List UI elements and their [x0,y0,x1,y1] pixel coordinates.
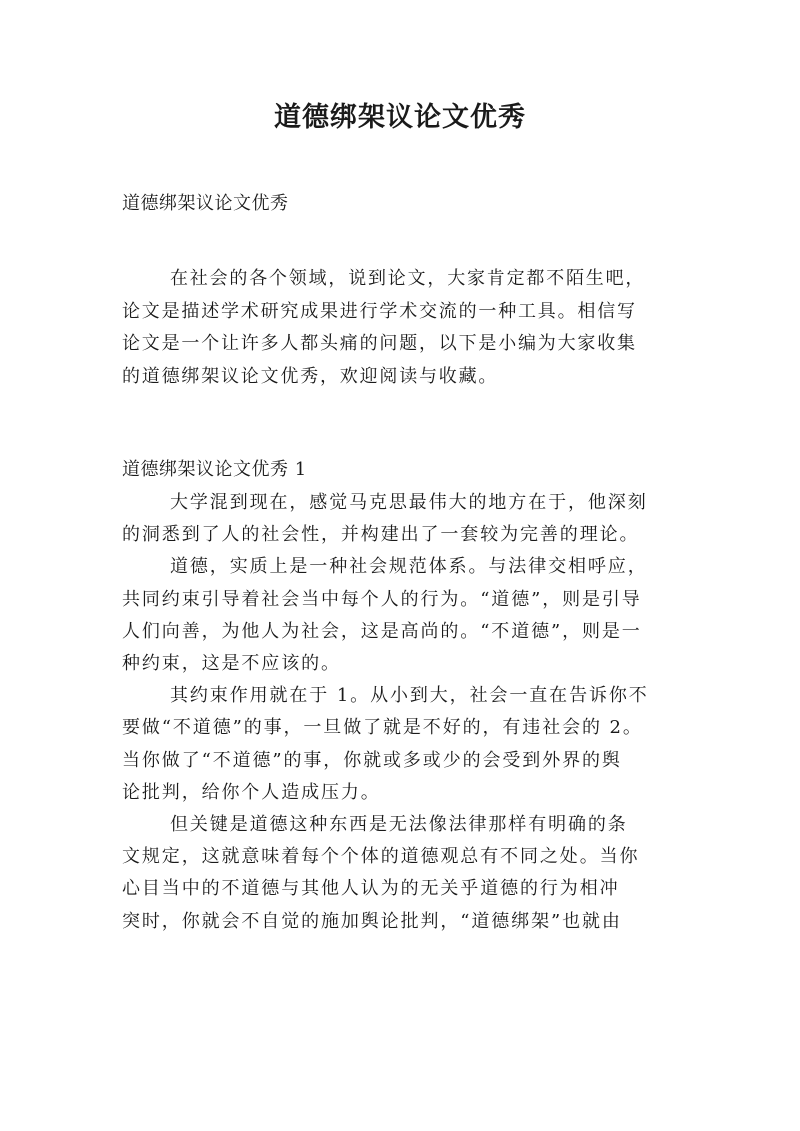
body-paragraph-4 [122,809,688,938]
body-line: 其约束作用就在于 1。从小到大，社会一直在告诉你不 [170,685,649,707]
body-line: 当你做了“不道德”的事，你就或多或少的会受到外界的舆 [122,749,622,771]
body-line: 大学混到现在，感觉马克思最伟大的地方在于，他深刻 [170,492,648,513]
intro-line: 论文是一个让许多人都头痛的问题，以下是小编为大家收集 [122,333,637,354]
body-line: 的洞悉到了人的社会性，并构建出了一套较为完善的理论。 [122,524,640,546]
body-line: 突时，你就会不自觉的施加舆论批判，“道德绑架”也就由 [122,910,622,932]
body-line: 道德，实质上是一种社会规范体系。与法律交相呼应， [170,556,648,578]
body-line: 共同约束引导着社会当中每个人的行为。“道德”，则是引导 [122,588,642,610]
body-paragraph-3 [122,680,688,809]
intro-paragraph [122,263,688,393]
body-line: 文规定，这就意味着每个个体的道德观总有不同之处。当你 [122,846,640,868]
intro-line: 的道德绑架议论文优秀，欢迎阅读与收藏。 [122,365,499,387]
body-line: 论批判，给你个人造成压力。 [122,781,381,803]
body-line: 要做“不道德”的事，一旦做了就是不好的，有违社会的 2。 [122,717,643,739]
intro-line: 在社会的各个领域，说到论文，大家肯定都不陌生吧， [170,268,646,289]
body-line: 心目当中的不道德与其他人认为的无关乎道德的行为相冲 [122,878,620,900]
body-text [122,487,688,938]
section-heading: 道德绑架议论文优秀 1 [122,459,307,480]
body-line: 但关键是道德这种东西是无法像法律那样有明确的条 [170,814,628,836]
body-paragraph-1 [122,487,688,551]
body-line: 人们向善，为他人为社会，这是高尚的。“不道德”，则是一 [122,620,642,642]
document-title: 道德绑架议论文优秀 [274,102,526,133]
body-line: 种约束，这是不应该的。 [122,653,341,675]
body-paragraph-2 [122,551,688,680]
intro-line: 论文是描述学术研究成果进行学术交流的一种工具。相信写 [122,300,637,322]
document-subtitle: 道德绑架议论文优秀 [122,193,289,214]
